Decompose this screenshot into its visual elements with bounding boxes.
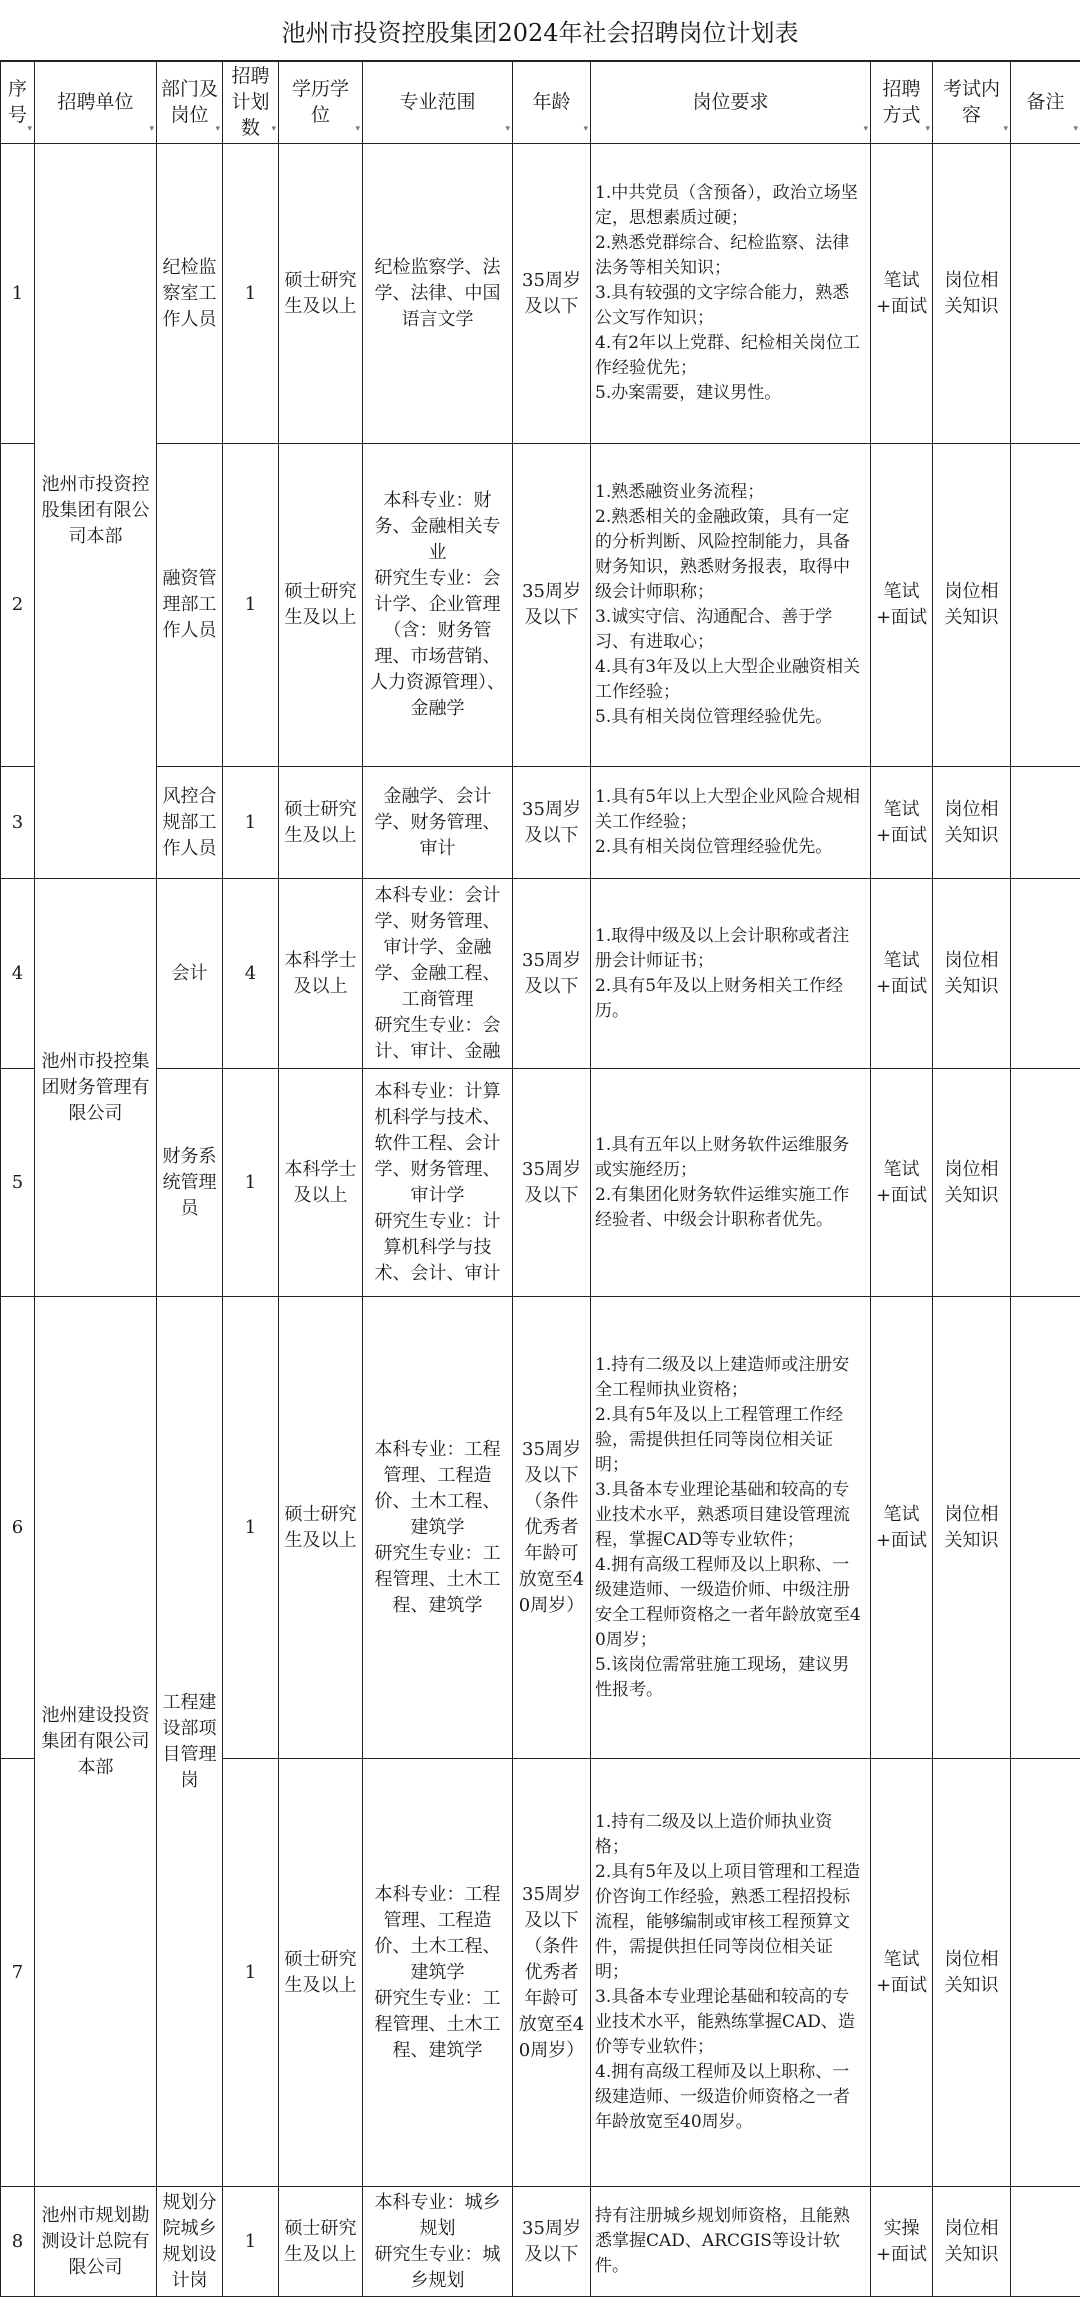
header-req[interactable]: 岗位要求 ▾ [591,61,871,144]
filter-dropdown-icon[interactable]: ▾ [925,116,930,142]
header-major[interactable]: 专业范围 ▾ [363,61,513,144]
filter-dropdown-icon[interactable]: ▾ [505,116,510,142]
cell-unit: 池州市投资控股集团有限公司本部 [35,144,157,879]
cell-major: 本科专业：城乡规划 研究生专业：城乡规划 [363,2187,513,2297]
table-row [1,1069,1080,1297]
cell-seq: 1 [1,144,35,444]
table-row [1,767,1080,879]
cell-exam: 岗位相关知识 [933,1069,1011,1297]
cell-edu: 本科学士及以上 [279,1069,363,1297]
cell-age: 35周岁及以下（条件优秀者年龄可放宽至40周岁） [513,1759,591,2187]
cell-seq: 8 [1,2187,35,2297]
cell-req: 1.持有二级及以上造价师执业资格； 2.具有5年及以上项目管理和工程造价咨询工作经验，熟悉工程招投标流程，能够编制或审核工程预算文件，需提供担任同等岗位相关证明； 3.具备本专业理论基础和较高的专业技术水平，能熟练掌握CAD、造价等专业软件； 4.拥有高级工程师及以上职称、一级建造师、一级造价师资格之一者年龄放宽至40周岁。 [591,1759,871,2187]
filter-dropdown-icon[interactable]: ▾ [149,116,154,142]
cell-edu: 硕士研究生及以上 [279,144,363,444]
header-note[interactable]: 备注 ▾ [1011,61,1080,144]
header-unit[interactable]: 招聘单位 ▾ [35,61,157,144]
cell-age: 35周岁及以下 [513,879,591,1069]
cell-method: 笔试+面试 [871,1297,933,1759]
cell-exam: 岗位相关知识 [933,1759,1011,2187]
header-seq[interactable]: 序号 ▾ [1,61,35,144]
cell-count: 1 [223,144,279,444]
table-row [1,2187,1080,2297]
cell-method: 笔试+面试 [871,444,933,767]
cell-note [1011,2187,1080,2297]
cell-age: 35周岁及以下 [513,444,591,767]
cell-unit: 池州市规划勘测设计总院有限公司 [35,2187,157,2297]
cell-exam: 岗位相关知识 [933,2187,1011,2297]
filter-dropdown-icon[interactable]: ▾ [27,116,32,142]
cell-req: 1.取得中级及以上会计职称或者注册会计师证书； 2.具有5年及以上财务相关工作经历。 [591,879,871,1069]
cell-req: 1.熟悉融资业务流程； 2.熟悉相关的金融政策，具有一定的分析判断、风险控制能力，具备财务知识，熟悉财务报表，取得中级会计师职称； 3.诚实守信、沟通配合、善于学习、有进取心； 4.具有3年及以上大型企业融资相关工作经验； 5.具有相关岗位管理经验优先。 [591,444,871,767]
cell-edu: 硕士研究生及以上 [279,1759,363,2187]
cell-method: 笔试+面试 [871,879,933,1069]
cell-count: 4 [223,879,279,1069]
cell-req: 1.中共党员（含预备），政治立场坚定，思想素质过硬； 2.熟悉党群综合、纪检监察、法律法务等相关知识； 3.具有较强的文字综合能力，熟悉公文写作知识； 4.有2年以上党群、纪检相关岗位工作经验优先； 5.办案需要，建议男性。 [591,144,871,444]
cell-note [1011,144,1080,444]
cell-major: 本科专业：会计学、财务管理、审计学、金融学、金融工程、工商管理 研究生专业：会计、审计、金融 [363,879,513,1069]
cell-count: 1 [223,444,279,767]
cell-count: 1 [223,1297,279,1759]
filter-dropdown-icon[interactable]: ▾ [215,116,220,142]
cell-note [1011,1297,1080,1759]
cell-edu: 硕士研究生及以上 [279,2187,363,2297]
cell-req: 1.具有五年以上财务软件运维服务或实施经历； 2.有集团化财务软件运维实施工作经验者、中级会计职称者优先。 [591,1069,871,1297]
filter-dropdown-icon[interactable]: ▾ [1003,116,1008,142]
header-method[interactable]: 招聘方式 ▾ [871,61,933,144]
cell-exam: 岗位相关知识 [933,1297,1011,1759]
header-row [1,61,1080,144]
cell-dept: 规划分院城乡规划设计岗 [157,2187,223,2297]
cell-exam: 岗位相关知识 [933,444,1011,767]
cell-note [1011,767,1080,879]
cell-count: 1 [223,767,279,879]
cell-note [1011,1069,1080,1297]
cell-major: 本科专业：计算机科学与技术、软件工程、会计学、财务管理、审计学 研究生专业：计算机科学与技术、会计、审计 [363,1069,513,1297]
cell-seq: 6 [1,1297,35,1759]
cell-exam: 岗位相关知识 [933,879,1011,1069]
header-age[interactable]: 年龄 ▾ [513,61,591,144]
cell-age: 35周岁及以下 [513,2187,591,2297]
cell-seq: 3 [1,767,35,879]
cell-major: 本科专业：工程管理、工程造价、土木工程、建筑学 研究生专业：工程管理、土木工程、建筑学 [363,1297,513,1759]
cell-edu: 硕士研究生及以上 [279,1297,363,1759]
filter-dropdown-icon[interactable]: ▾ [863,116,868,142]
header-edu[interactable]: 学历学位 ▾ [279,61,363,144]
cell-req: 持有注册城乡规划师资格，且能熟悉掌握CAD、ARCGIS等设计软件。 [591,2187,871,2297]
cell-age: 35周岁及以下（条件优秀者年龄可放宽至40周岁） [513,1297,591,1759]
cell-seq: 4 [1,879,35,1069]
cell-unit: 池州建设投资集团有限公司本部 [35,1297,157,2187]
recruitment-table [0,60,1080,2297]
cell-seq: 5 [1,1069,35,1297]
cell-dept: 风控合规部工作人员 [157,767,223,879]
cell-age: 35周岁及以下 [513,767,591,879]
filter-dropdown-icon[interactable]: ▾ [1073,116,1078,142]
table-row [1,879,1080,1069]
cell-dept: 会计 [157,879,223,1069]
cell-count: 1 [223,2187,279,2297]
cell-method: 笔试+面试 [871,1069,933,1297]
cell-edu: 硕士研究生及以上 [279,767,363,879]
cell-dept: 财务系统管理员 [157,1069,223,1297]
cell-edu: 本科学士及以上 [279,879,363,1069]
cell-note [1011,1759,1080,2187]
cell-major: 本科专业：工程管理、工程造价、土木工程、建筑学 研究生专业：工程管理、土木工程、建筑学 [363,1759,513,2187]
header-dept[interactable]: 部门及岗位 ▾ [157,61,223,144]
cell-method: 笔试+面试 [871,1759,933,2187]
cell-dept: 工程建设部项目管理岗 [157,1297,223,2187]
cell-count: 1 [223,1069,279,1297]
cell-seq: 7 [1,1759,35,2187]
cell-seq: 2 [1,444,35,767]
header-count[interactable]: 招聘计划数 ▾ [223,61,279,144]
cell-method: 实操+面试 [871,2187,933,2297]
cell-req: 1.具有5年以上大型企业风险合规相关工作经验； 2.具有相关岗位管理经验优先。 [591,767,871,879]
cell-dept: 融资管理部工作人员 [157,444,223,767]
cell-major: 金融学、会计学、财务管理、审计 [363,767,513,879]
cell-count: 1 [223,1759,279,2187]
cell-req: 1.持有二级及以上建造师或注册安全工程师执业资格； 2.具有5年及以上工程管理工作经验，需提供担任同等岗位相关证明； 3.具备本专业理论基础和较高的专业技术水平，熟悉项目建设管理流程，掌握CAD等专业软件； 4.拥有高级工程师及以上职称、一级建造师、一级造价师、中级注册安全工程师资格之一者年龄放宽至40周岁； 5.该岗位需常驻施工现场，建议男性报考。 [591,1297,871,1759]
cell-major: 本科专业：财务、金融相关专业 研究生专业：会计学、企业管理（含：财务管理、市场营销、人力资源管理）、金融学 [363,444,513,767]
table-row [1,144,1080,444]
cell-age: 35周岁及以下 [513,144,591,444]
document-title: 池州市投资控股集团2024年社会招聘岗位计划表 [0,0,1080,62]
cell-exam: 岗位相关知识 [933,144,1011,444]
table-row [1,444,1080,767]
cell-edu: 硕士研究生及以上 [279,444,363,767]
cell-age: 35周岁及以下 [513,1069,591,1297]
cell-method: 笔试+面试 [871,767,933,879]
filter-dropdown-icon[interactable]: ▾ [355,116,360,142]
filter-dropdown-icon[interactable]: ▾ [583,116,588,142]
header-exam[interactable]: 考试内容 ▾ [933,61,1011,144]
filter-dropdown-icon[interactable]: ▾ [271,116,276,142]
table-row [1,1297,1080,1759]
cell-unit: 池州市投控集团财务管理有限公司 [35,879,157,1297]
cell-method: 笔试+面试 [871,144,933,444]
cell-major: 纪检监察学、法学、法律、中国语言文学 [363,144,513,444]
cell-note [1011,879,1080,1069]
cell-exam: 岗位相关知识 [933,767,1011,879]
cell-dept: 纪检监察室工作人员 [157,144,223,444]
cell-note [1011,444,1080,767]
